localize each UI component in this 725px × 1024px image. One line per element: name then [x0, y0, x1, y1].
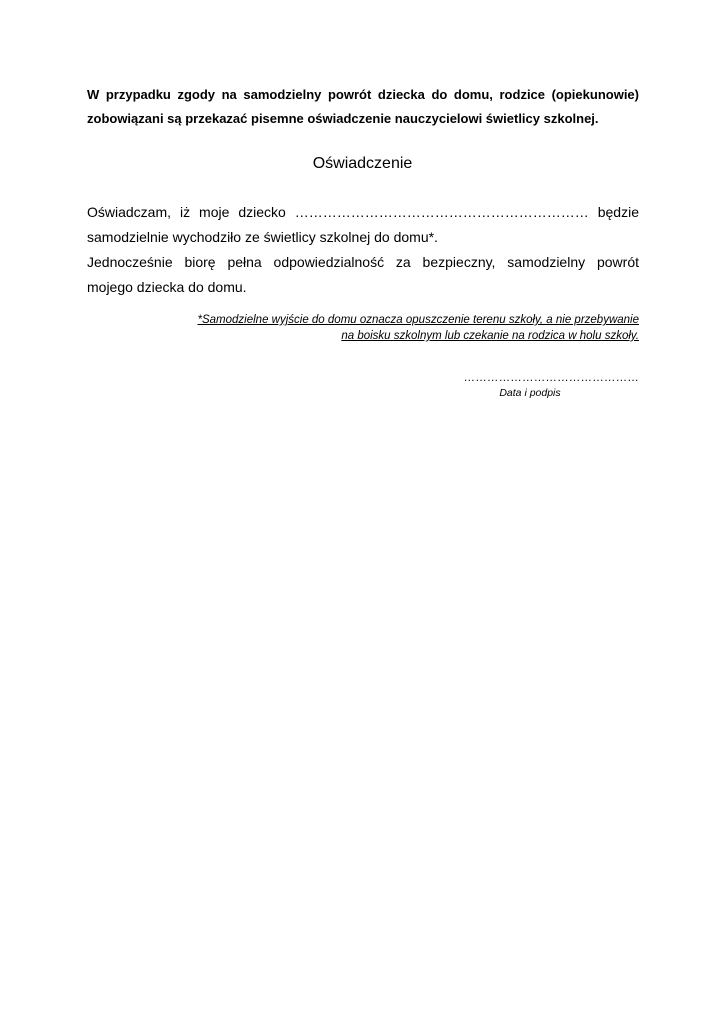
footnote	[87, 312, 639, 344]
statement-paragraph	[87, 200, 639, 300]
statement-line-2: samodzielnie wychodziło ze świetlicy szkolnej do domu*.	[87, 229, 438, 245]
signature-line: ………………………………………	[463, 372, 639, 384]
statement-line-3: Jednocześnie biorę pełna odpowiedzialność za bezpieczny, samodzielny powrót	[87, 254, 639, 270]
footnote-line-1: *Samodzielne wyjście do domu oznacza opuszczenie terenu szkoły, a nie przebywanie	[197, 314, 639, 326]
statement-line-1: Oświadczam, iż moje dziecko ……………………………………………………… będzie	[87, 204, 639, 220]
document-heading: Oświadczenie	[312, 155, 413, 172]
intro-line-1: W przypadku zgody na samodzielny powrót dziecka do domu, rodzice (opiekunowie)	[87, 87, 639, 102]
statement-line-4: mojego dziecka do domu.	[87, 279, 247, 295]
signature-label: Data i podpis	[499, 387, 561, 399]
intro-paragraph	[87, 83, 639, 131]
footnote-line-2: na boisku szkolnym lub czekanie na rodzica w holu szkoły.	[341, 330, 639, 342]
intro-line-2: zobowiązani są przekazać pisemne oświadczenie nauczycielowi świetlicy szkolnej.	[87, 111, 599, 126]
